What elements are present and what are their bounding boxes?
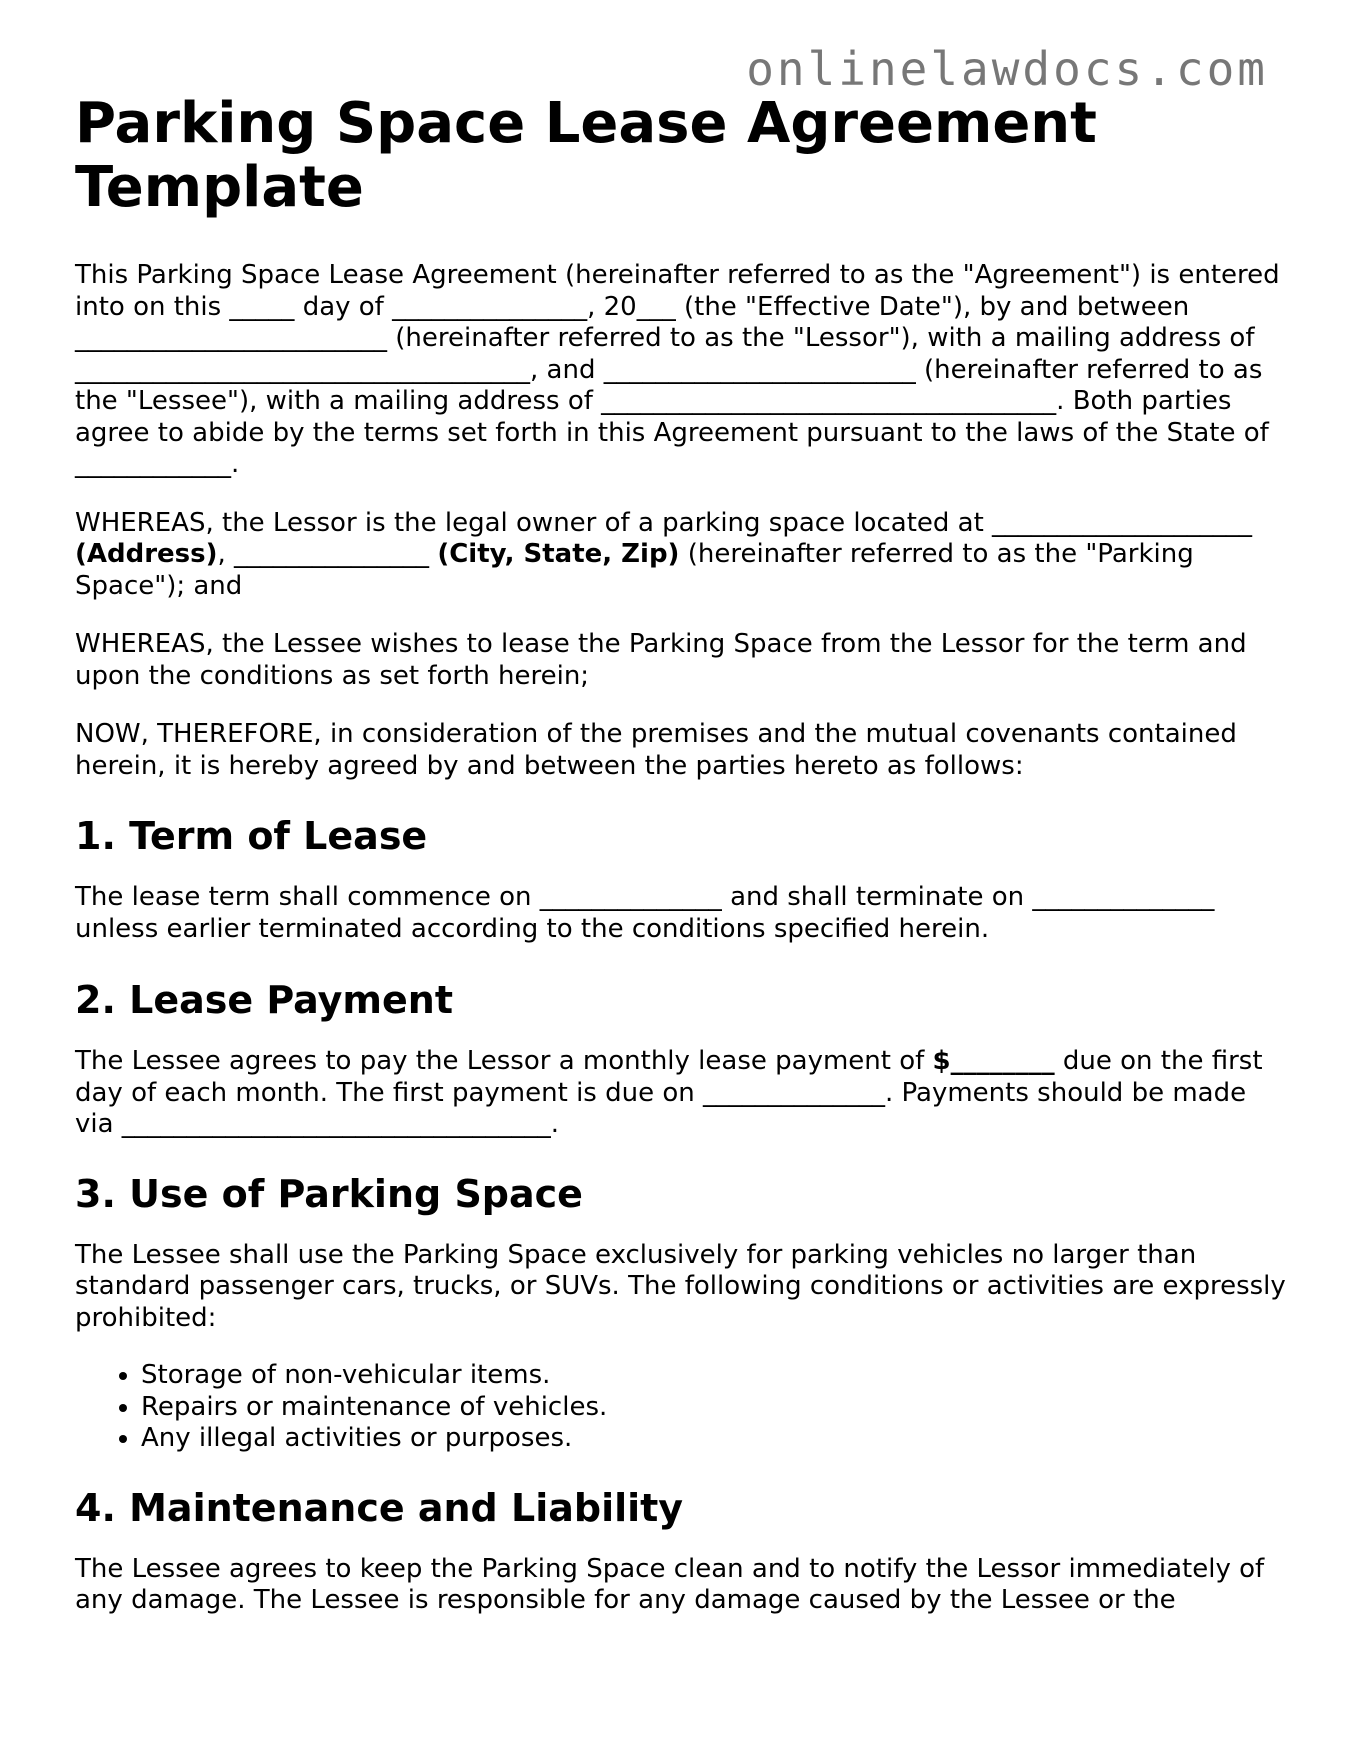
section-heading-term: 1. Term of Lease bbox=[75, 814, 428, 858]
payment-amount: $________ bbox=[932, 1046, 1055, 1076]
intro-paragraph: This Parking Space Lease Agreement (hereinafter referred to as the "Agreement") is entered into on this _____ day of _______________, 20___ (the "Effective Date"), by and between ________________________ (hereinafter referred to as the "Lessor"), with a mailing address of ___________________________________, and ________________________ (hereinafter referred to as the "Lessee"), with a mailing address of ___________________________________. Both parties agree to abide by the terms set forth in this Agreement pursuant to the laws of the State of ____________. bbox=[75, 260, 1280, 479]
document-title: Parking Space Lease Agreement Template bbox=[75, 91, 1097, 220]
document-page bbox=[75, 92, 1290, 1617]
whereas-lessee-paragraph: WHEREAS, the Lessee wishes to lease the Parking Space from the Lessor for the term and upon the conditions as set forth herein; bbox=[75, 629, 1247, 691]
payment-suffix: due on the first day of each month. The first payment is due on ______________. Payments should be made via _________________________________. bbox=[75, 1046, 1263, 1139]
section-heading-maintenance: 4. Maintenance and Liability bbox=[75, 1485, 684, 1530]
list-item: • Repairs or maintenance of vehicles. bbox=[141, 1392, 1290, 1424]
whereas-owner-paragraph bbox=[75, 508, 1290, 603]
section-heading-payment: 2. Lease Payment bbox=[75, 978, 454, 1022]
city-state-zip-label: (City, State, Zip) bbox=[437, 539, 680, 569]
section-body-payment bbox=[75, 1046, 1290, 1141]
prohibited-list bbox=[75, 1360, 1290, 1455]
address-label: (Address) bbox=[75, 539, 218, 569]
section-body-use: The Lessee shall use the Parking Space exclusively for parking vehicles no larger than standard passenger cars, trucks, or SUVs. The following conditions or activities are expressly prohibited: bbox=[75, 1239, 1286, 1333]
watermark: onlinelawdocs.com bbox=[746, 42, 1268, 96]
section-heading-use: 3. Use of Parking Space bbox=[75, 1171, 583, 1216]
section-body-maintenance: The Lessee agrees to keep the Parking Space clean and to notify the Lessor immediately of any damage. The Lessee is responsible for any damage caused by the Lessee or the bbox=[75, 1553, 1265, 1615]
list-item: • Storage of non-vehicular items. bbox=[141, 1360, 1290, 1392]
now-therefore-paragraph: NOW, THEREFORE, in consideration of the premises and the mutual covenants contained herein, it is hereby agreed by and between the parties hereto as follows: bbox=[75, 719, 1237, 781]
whereas-owner-prefix: WHEREAS, the Lessor is the legal owner of a parking space located at ____________________ bbox=[75, 507, 1253, 538]
list-item: • Any illegal activities or purposes. bbox=[141, 1423, 1290, 1455]
section-body-term: The lease term shall commence on ______________ and shall terminate on ______________ unless earlier terminated according to the conditions specified herein. bbox=[75, 882, 1215, 944]
whereas-owner-suffix: (hereinafter referred to as the "Parking Space"); and bbox=[75, 539, 1194, 601]
payment-prefix: The Lessee agrees to pay the Lessor a monthly lease payment of bbox=[75, 1046, 933, 1076]
whereas-owner-middle: , _______________ bbox=[217, 539, 438, 569]
